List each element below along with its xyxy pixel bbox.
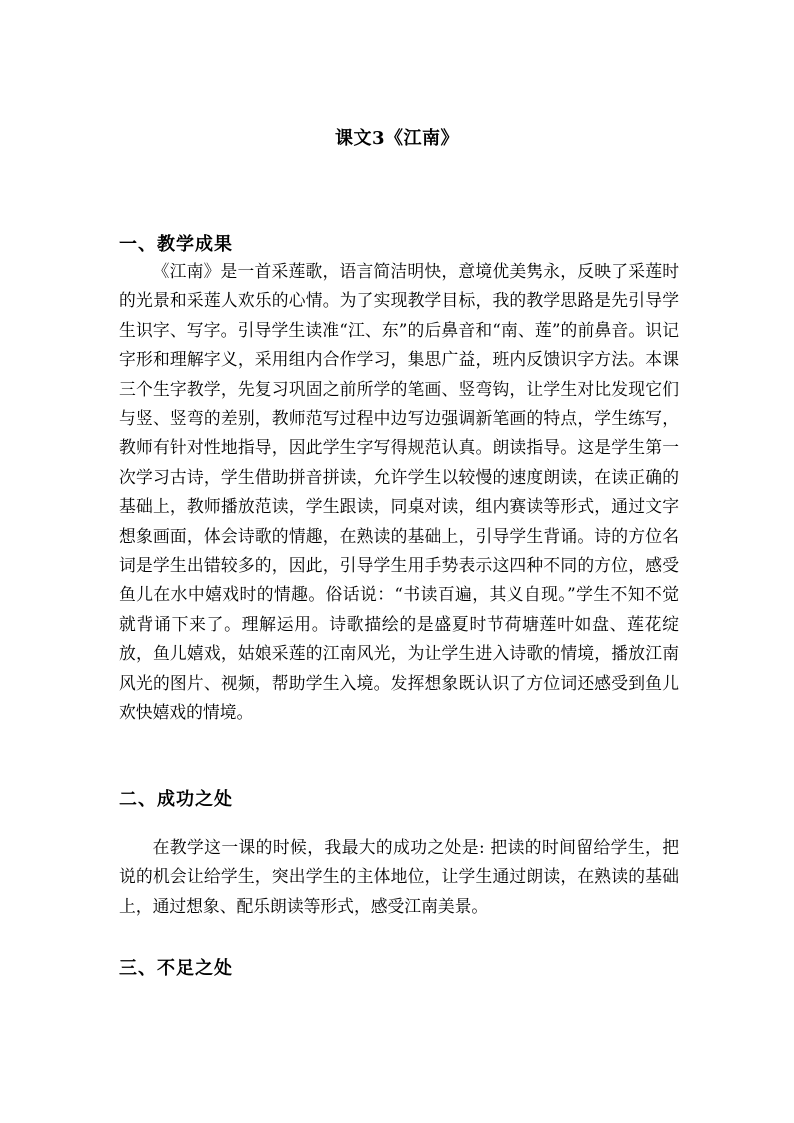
section-paragraph-results: 《江南》是一首采莲歌，语言简洁明快，意境优美隽永，反映了采莲时的光景和采莲人欢乐的心情。为了实现教学目标，我的教学思路是先引导学生识字、写字。引导学生读准“江、东”的后鼻音和“南、莲”的前鼻音。识记字形和理解字义，采用组内合作学习，集思广益，班内反馈识字方法。本课三个生字教学，先复习巩固之前所学的笔画、竖弯钩，让学生对比发现它们与竖、竖弯的差别，教师范写过程中边写边强调新笔画的特点，学生练写，教师有针对性地指导，因此学生字写得规范认真。朗读指导。这是学生第一次学习古诗，学生借助拼音拼读，允许学生以较慢的速度朗读，在读正确的基础上，教师播放范读，学生跟读，同桌对读，组内赛读等形式，通过文字想象画面，体会诗歌的情趣，在熟读的基础上，引导学生背诵。诗的方位名词是学生出错较多的，因此，引导学生用手势表示这四种不同的方位，感受鱼儿在水中嬉戏时的情趣。俗话说：“书读百遍，其义自现。”学生不知不觉就背诵下来了。理解运用。诗歌描绘的是盛夏时节荷塘莲叶如盘、莲花绽放，鱼儿嬉戏，姑娘采莲的江南风光，为让学生进入诗歌的情境，播放江南风光的图片、视频，帮助学生入境。发挥想象既认识了方位词还感受到鱼儿欢快嬉戏的情境。: [119, 261, 679, 723]
section-heading-shortcomings: 三、不足之处: [119, 958, 233, 979]
section-paragraph-successes: 在教学这一课的时候，我最大的成功之处是: 把读的时间留给学生，把说的机会让给学生，突出学生的主体地位，让学生通过朗读，在熟读的基础上，通过想象、配乐朗读等形式，感受江南美景。: [119, 837, 679, 916]
document-title: 课文3《江南》: [334, 128, 460, 149]
section-heading-successes: 二、成功之处: [119, 789, 233, 810]
section-heading-results: 一、教学成果: [119, 234, 233, 255]
